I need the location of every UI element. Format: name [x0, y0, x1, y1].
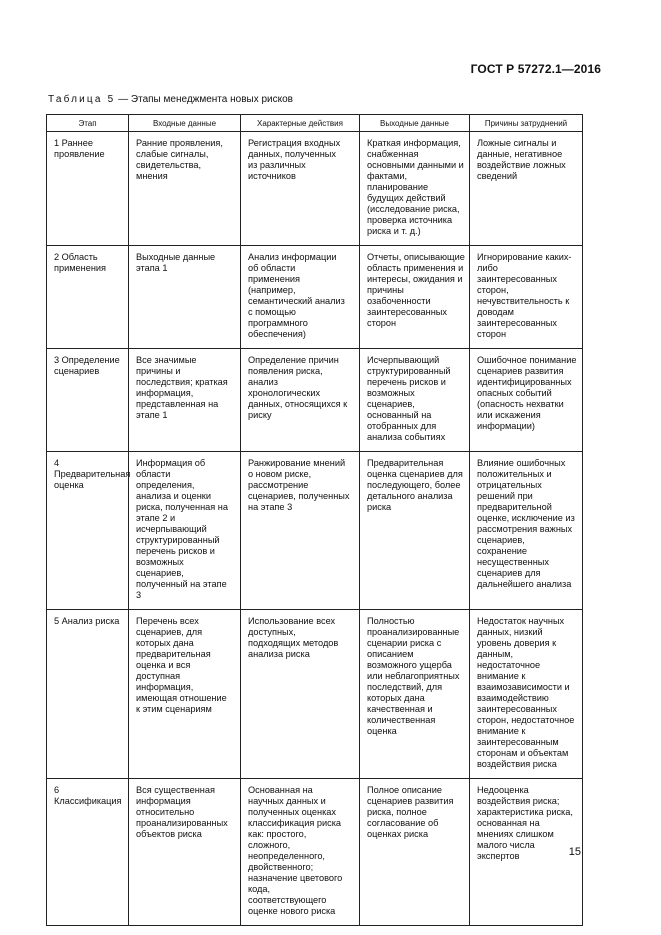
cell-stage: 2 Область применения — [47, 246, 129, 349]
column-header-stage: Этап — [47, 115, 129, 132]
cell-output: Отчеты, описывающие область применения и интересы, ожидания и причины озабоченности заинтересованных сторон — [360, 246, 470, 349]
cell-difficulties: Недооценка воздействия риска; характеристика риска, основанная на мнениях слишком малого числа экспертов — [470, 779, 583, 926]
cell-stage: 6 Классификация — [47, 779, 129, 926]
cell-difficulties: Ложные сигналы и данные, негативное воздействие ложных сведений — [470, 132, 583, 246]
cell-output: Полное описание сценариев развития риска, полное согласование об оценках риска — [360, 779, 470, 926]
cell-input: Все значимые причины и последствия; краткая информация, представленная на этапе 1 — [129, 349, 241, 452]
cell-output: Краткая информация, снабженная основными данными и фактами, планирование будущих действий (исследование риска, проверка источника риска и т. д.) — [360, 132, 470, 246]
cell-output: Предварительная оценка сценариев для последующего, более детального анализа риска — [360, 452, 470, 610]
cell-actions: Регистрация входных данных, полученных из различных источников — [241, 132, 360, 246]
risk-stages-table — [46, 114, 583, 926]
table-row — [47, 610, 583, 779]
cell-actions: Основанная на научных данных и полученных оценках классификация риска как: простого, сложного, неопределенного, двойственного; назначение цветового кода, соответствующего оценке нового риска — [241, 779, 360, 926]
page-number: 15 — [568, 846, 581, 858]
cell-input: Перечень всех сценариев, для которых дана предварительная оценка и вся доступная информация, имеющая отношение к этим сценариям — [129, 610, 241, 779]
cell-difficulties: Игнорирование каких-либо заинтересованных сторон, нечувствительность к доводам заинтересованных сторон — [470, 246, 583, 349]
table-row — [47, 779, 583, 926]
column-header-input: Входные данные — [129, 115, 241, 132]
cell-input: Вся существенная информация относительно проанализированных объектов риска — [129, 779, 241, 926]
cell-actions: Анализ информации об области применения (например, семантический анализ с помощью программного обеспечения) — [241, 246, 360, 349]
cell-stage: 4 Предварительная оценка — [47, 452, 129, 610]
cell-stage: 1 Раннее проявление — [47, 132, 129, 246]
table-row — [47, 349, 583, 452]
cell-input: Информация об области определения, анализа и оценки риска, полученная на этапе 2 и исчерпывающий структурированный перечень рисков и возможных сценариев, полученный на этапе 3 — [129, 452, 241, 610]
caption-label: Таблица 5 — [48, 94, 116, 105]
table-caption — [48, 94, 293, 105]
cell-input: Ранние проявления, слабые сигналы, свидетельства, мнения — [129, 132, 241, 246]
cell-stage: 3 Определение сценариев — [47, 349, 129, 452]
cell-difficulties: Недостаток научных данных, низкий уровень доверия к данным, недостаточное внимание к взаимозависимости и взаимодействию заинтересованных сторон, недостаточное внимание к заинтересованным сторонам и объектам воздействия риска — [470, 610, 583, 779]
table-header-row — [47, 115, 583, 132]
document-code: ГОСТ Р 57272.1—2016 — [470, 62, 601, 76]
cell-actions: Ранжирование мнений о новом риске, рассмотрение сценариев, полученных на этапе 3 — [241, 452, 360, 610]
column-header-difficulties: Причины затруднений — [470, 115, 583, 132]
cell-stage: 5 Анализ риска — [47, 610, 129, 779]
caption-title: — Этапы менеджмента новых рисков — [115, 94, 293, 105]
cell-actions: Использование всех доступных, подходящих методов анализа риска — [241, 610, 360, 779]
cell-difficulties: Влияние ошибочных положительных и отрицательных решений при предварительной оценке, исключение из рассмотрения важных сценариев, сохранение несущественных сценариев для дальнейшего анализа — [470, 452, 583, 610]
table-row — [47, 132, 583, 246]
cell-output: Полностью проанализированные сценарии риска с описанием возможного ущерба или неблагоприятных последствий, для которых дана качественная и количественная оценка — [360, 610, 470, 779]
cell-input: Выходные данные этапа 1 — [129, 246, 241, 349]
cell-output: Исчерпывающий структурированный перечень рисков и возможных сценариев, основанный на отобранных для анализа событиях — [360, 349, 470, 452]
column-header-actions: Характерные действия — [241, 115, 360, 132]
column-header-output: Выходные данные — [360, 115, 470, 132]
table-row — [47, 452, 583, 610]
cell-actions: Определение причин появления риска, анализ хронологических данных, относящихся к риску — [241, 349, 360, 452]
cell-difficulties: Ошибочное понимание сценариев развития идентифицированных опасных событий (опасность нехватки или искажения информации) — [470, 349, 583, 452]
table-row — [47, 246, 583, 349]
